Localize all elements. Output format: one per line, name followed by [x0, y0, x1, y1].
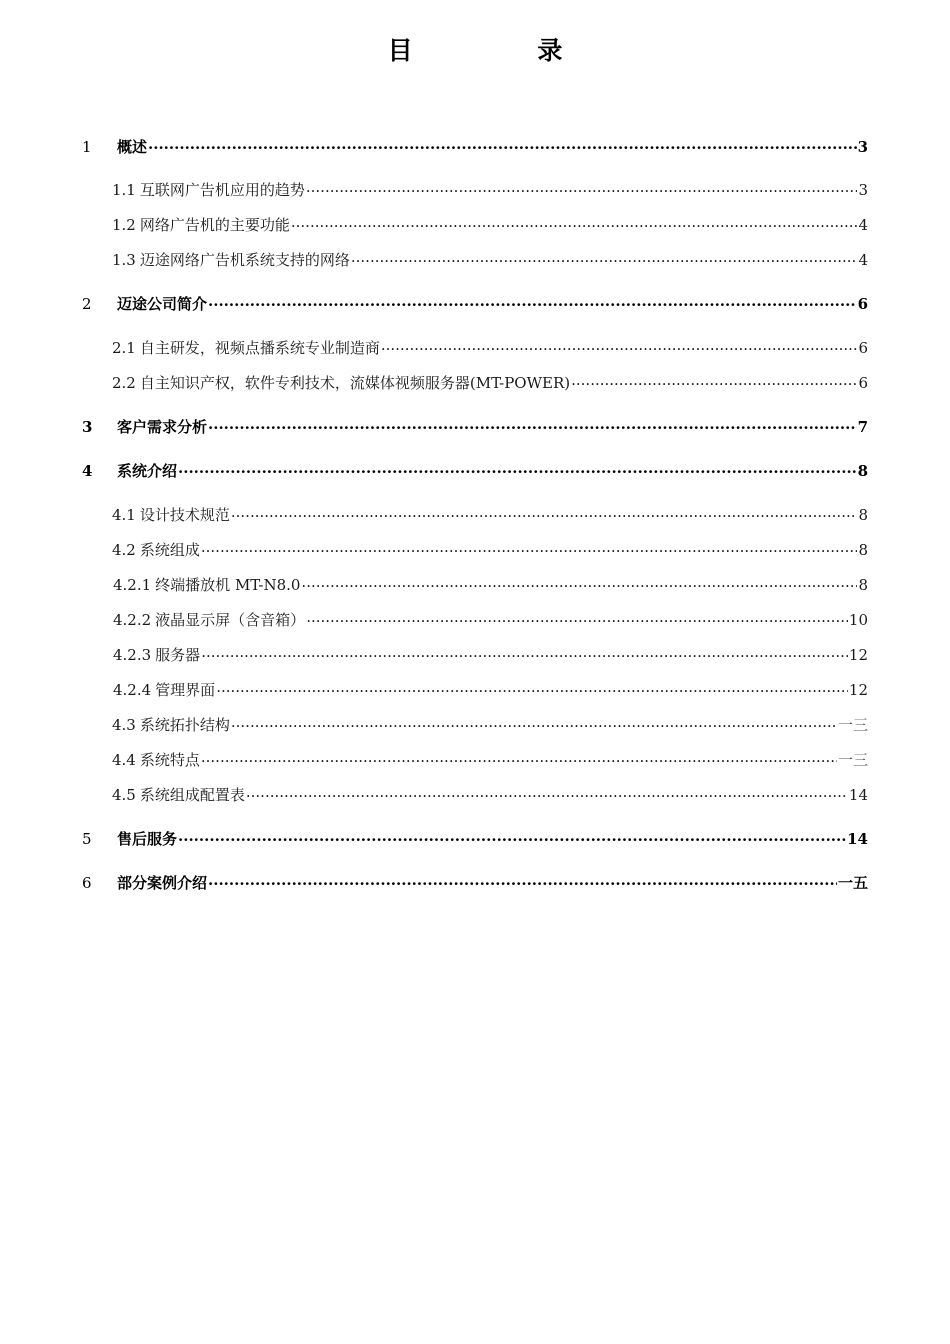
toc-entry-number: 4.5 [112, 786, 136, 804]
toc-entry-title: 自主研发，视频点播系统专业制造商 [139, 339, 380, 357]
toc-entry-page: 8 [858, 506, 868, 524]
toc-entry-page: 7 [857, 418, 868, 436]
toc-entry-1-3[interactable] [82, 249, 868, 271]
toc-entry-page: 8 [858, 541, 868, 559]
toc-entry-4-2-1[interactable] [82, 574, 868, 596]
toc-dot-leader [208, 873, 837, 888]
toc-entry-number: 2.1 [112, 339, 136, 357]
toc-dot-leader [178, 461, 857, 476]
toc-entry-title: 设计技术规范 [139, 506, 230, 524]
toc-entry-page: 4 [858, 216, 868, 234]
toc-entry-number: 4 [82, 462, 93, 480]
toc-dot-leader [246, 785, 848, 800]
toc-entry-4-4[interactable] [82, 749, 868, 771]
toc-entry-page: 一三 [837, 716, 868, 734]
toc-dot-leader [178, 829, 846, 844]
toc-entry-4-1[interactable] [82, 504, 868, 526]
toc-dot-leader [216, 680, 848, 695]
toc-entry-1-1[interactable] [82, 179, 868, 201]
toc-entry-number: 1 [82, 138, 92, 156]
toc-entry-page: 4 [858, 251, 868, 269]
toc-dot-leader [208, 417, 857, 432]
toc-dot-leader [201, 645, 848, 660]
toc-entry-number: 1.2 [112, 216, 136, 234]
toc-entry-title: 迈途网络广告机系统支持的网络 [139, 251, 350, 269]
toc-entry-page: 6 [857, 295, 868, 313]
toc-entry-2-1[interactable] [82, 337, 868, 359]
toc-dot-leader [201, 540, 858, 555]
toc-entry-page: 一三 [837, 751, 868, 769]
toc-dot-leader [208, 294, 857, 309]
toc-entry-title: 系统组成配置表 [139, 786, 245, 804]
toc-entry-title: 自主知识产权，软件专利技术，流媒体视频服务器(MT-POWER) [139, 374, 571, 392]
toc-entry-1-2[interactable] [82, 214, 868, 236]
toc-entry-5[interactable] [82, 828, 868, 850]
toc-entry-page: 6 [858, 339, 868, 357]
toc-entry-number: 4.2.2 [113, 611, 152, 629]
toc-dot-leader [201, 750, 837, 765]
toc-entry-4-5[interactable] [82, 784, 868, 806]
toc-entry-4[interactable] [82, 460, 868, 482]
toc-entry-number: 4.4 [112, 751, 136, 769]
toc-entry-number: 4.2.4 [113, 681, 152, 699]
toc-entry-page: 3 [857, 138, 868, 156]
toc-entry-page: 8 [857, 462, 868, 480]
toc-entry-number: 6 [82, 874, 92, 892]
toc-entry-1[interactable] [82, 136, 868, 158]
toc-entry-title: 系统拓扑结构 [139, 716, 230, 734]
toc-entry-title: 液晶显示屏（含音箱） [155, 611, 306, 629]
toc-entry-title: 系统组成 [139, 541, 200, 559]
toc-dot-leader [231, 505, 858, 520]
toc-entry-number: 5 [82, 830, 92, 848]
toc-entry-page: 14 [847, 830, 868, 848]
toc-entry-page: 12 [848, 681, 868, 699]
toc-entry-4-3[interactable] [82, 714, 868, 736]
toc-dot-leader [291, 215, 858, 230]
toc-entry-number: 3 [82, 418, 93, 436]
toc-dot-leader [301, 575, 857, 590]
toc-entry-page: 10 [848, 611, 868, 629]
toc-dot-leader [571, 373, 857, 388]
toc-entry-number: 1.3 [112, 251, 136, 269]
toc-entry-number: 2 [82, 295, 92, 313]
toc-entry-title: 概述 [117, 138, 148, 156]
toc-entry-title: 互联网广告机应用的趋势 [139, 181, 305, 199]
toc-entry-3[interactable] [82, 416, 868, 438]
toc-entry-title: 服务器 [155, 646, 201, 664]
toc-entry-6[interactable] [82, 872, 868, 894]
toc-entry-2[interactable] [82, 293, 868, 315]
toc-entry-page: 3 [858, 181, 868, 199]
page-title: 目 录 [387, 36, 621, 65]
toc-entry-page: 14 [848, 786, 868, 804]
toc-entry-2-2[interactable] [82, 372, 868, 394]
toc-dot-leader [306, 610, 848, 625]
toc-entry-number: 4.2.1 [113, 576, 152, 594]
toc-dot-leader [306, 180, 858, 195]
toc-entry-number: 4.2.3 [113, 646, 152, 664]
toc-entry-number: 2.2 [112, 374, 136, 392]
toc-entry-title: 迈途公司简介 [117, 295, 208, 313]
toc-entry-title: 客户需求分析 [117, 418, 208, 436]
toc-entry-title: 终端播放机 MT-N8.0 [155, 576, 301, 594]
toc-entry-4-2-2[interactable] [82, 609, 868, 631]
toc-dot-leader [351, 250, 858, 265]
toc-dot-leader [148, 137, 857, 152]
toc-entry-title: 系统介绍 [117, 462, 178, 480]
toc-entry-4-2[interactable] [82, 539, 868, 561]
toc-dot-leader [381, 338, 858, 353]
toc-entry-number: 4.2 [112, 541, 136, 559]
toc-entry-page: 12 [848, 646, 868, 664]
toc-entry-title: 网络广告机的主要功能 [139, 216, 290, 234]
toc-entry-number: 4.1 [112, 506, 136, 524]
toc-entry-4-2-3[interactable] [82, 644, 868, 666]
toc-entry-title: 系统特点 [139, 751, 200, 769]
table-of-contents [82, 128, 868, 894]
toc-entry-4-2-4[interactable] [82, 679, 868, 701]
toc-dot-leader [231, 715, 837, 730]
toc-entry-title: 售后服务 [117, 830, 178, 848]
toc-entry-number: 1.1 [112, 181, 136, 199]
toc-entry-title: 管理界面 [155, 681, 216, 699]
toc-entry-page: 一五 [837, 874, 868, 892]
toc-entry-number: 4.3 [112, 716, 136, 734]
toc-entry-page: 6 [858, 374, 868, 392]
toc-entry-page: 8 [858, 576, 868, 594]
toc-entry-title: 部分案例介绍 [117, 874, 208, 892]
